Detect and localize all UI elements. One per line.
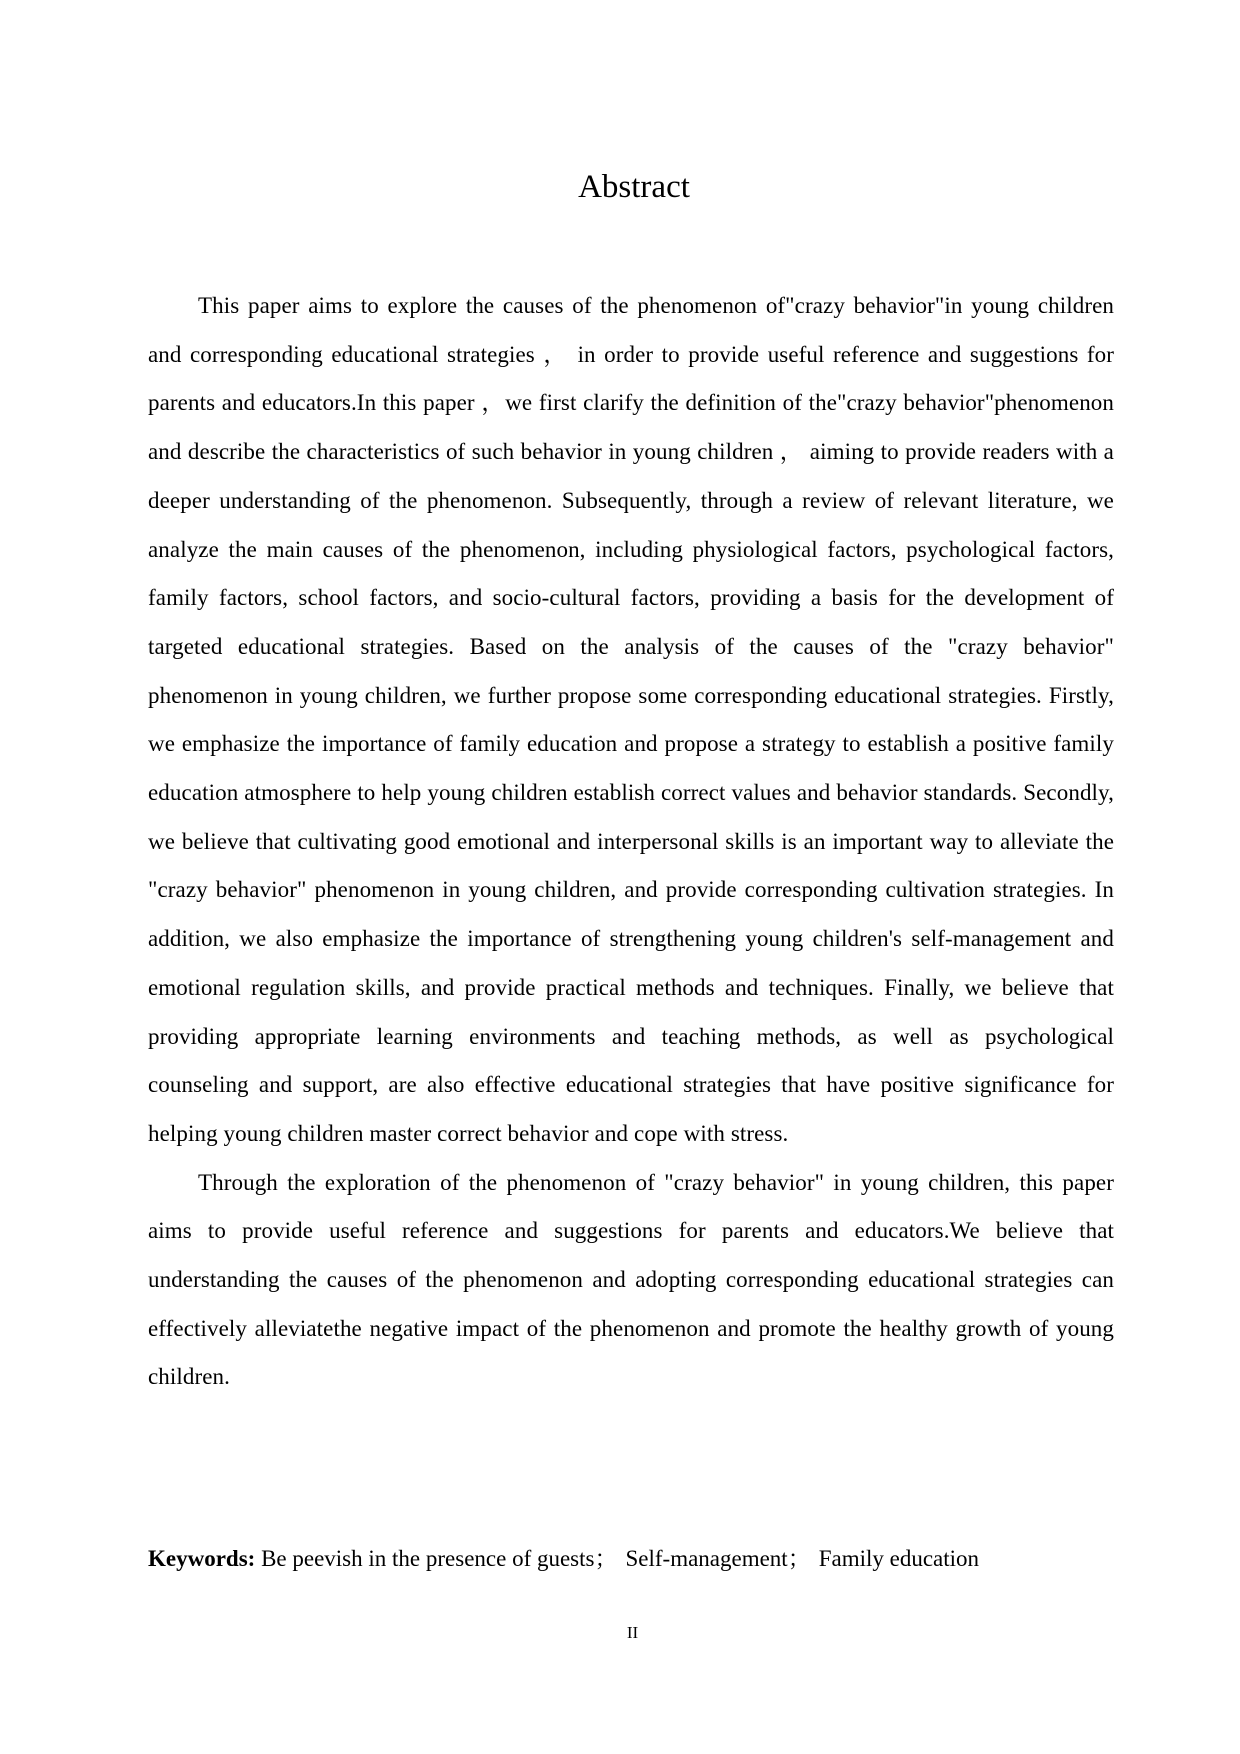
keyword-item: Be peevish in the presence of guests xyxy=(261,1546,595,1571)
abstract-body xyxy=(148,282,1114,1402)
keyword-separator: ； xyxy=(787,1546,811,1571)
keywords-label: Keywords: xyxy=(148,1546,256,1571)
keywords-line xyxy=(148,1541,1114,1577)
keyword-item: Self-management xyxy=(625,1546,788,1571)
page-title: Abstract xyxy=(578,169,690,205)
abstract-paragraph-2: Through the exploration of the phenomenon of "crazy behavior" in young children, this paper aims to provide useful reference and suggestions for parents and educators.We believe that understanding the causes of the phenomenon and adopting corresponding educational strategies can effectively alleviatethe negative impact of the phenomenon and promote the healthy growth of young children. xyxy=(148,1169,1114,1390)
abstract-paragraph-1: This paper aims to explore the causes of the phenomenon of"crazy behavior"in young children and corresponding educational strategies ， in order to provide useful reference and suggestions for parents and educators.In this paper ，we first clarify the definition of the"crazy behavior"phenomenon and describe the characteristics of such behavior in young children ， aiming to provide readers with a deeper understanding of the phenomenon. Subsequently, through a review of relevant literature, we analyze the main causes of the phenomenon, including physiological factors, psychological factors, family factors, school factors, and socio-cultural factors, providing a basis for the development of targeted educational strategies. Based on the analysis of the causes of the "crazy behavior" phenomenon in young children, we further propose some corresponding educational strategies. Firstly, we emphasize the importance of family education and propose a strategy to establish a positive family education atmosphere to help young children establish correct values and behavior standards. Secondly, we believe that cultivating good emotional and interpersonal skills is an important way to alleviate the "crazy behavior" phenomenon in young children, and provide corresponding cultivation strategies. In addition, we also emphasize the importance of strengthening young children's self-management and emotional regulation skills, and provide practical methods and techniques. Finally, we believe that providing appropriate learning environments and teaching methods, as well as psychological counseling and support, are also effective educational strategies that have positive significance for helping young children master correct behavior and cope with stress. xyxy=(148,293,1114,1146)
keyword-item: Family education xyxy=(818,1546,980,1571)
keyword-separator: ； xyxy=(594,1546,618,1571)
page-number: II xyxy=(626,1623,639,1642)
